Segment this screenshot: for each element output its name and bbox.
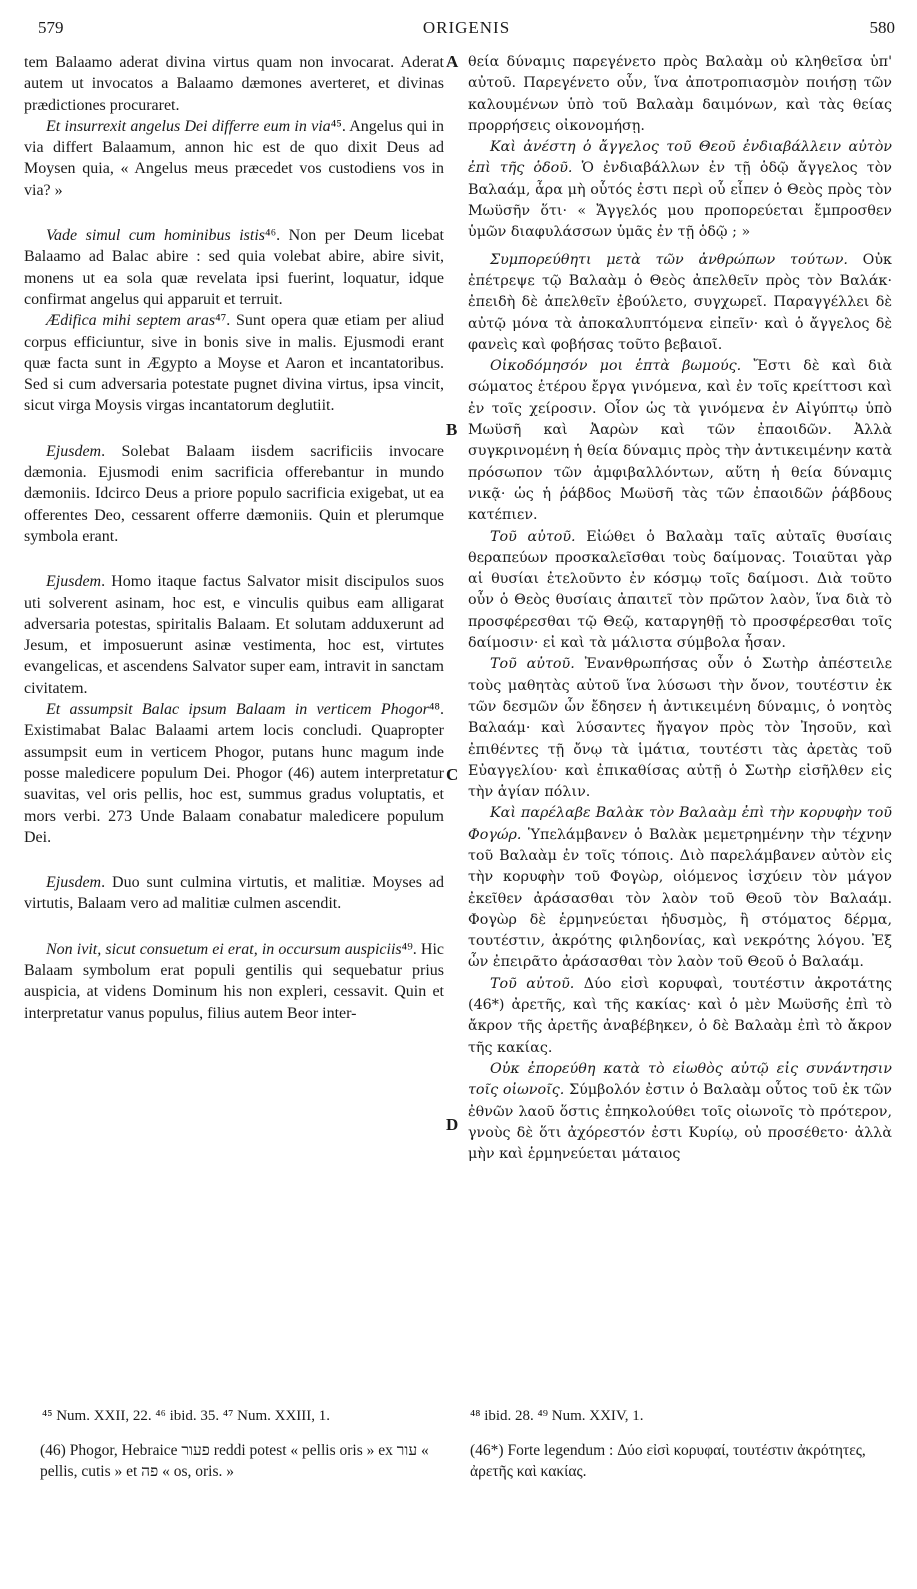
latin-paragraph (24, 699, 444, 848)
margin-marker-d: D (446, 1115, 459, 1134)
latin-paragraph (24, 116, 444, 201)
paragraph-text: . Duo sunt culmina virtutis, et malitiæ. Moyses ad virtutis, Balaam vero ad malitiæ culmen ascendit. (24, 874, 444, 913)
editor-note-left: (46) Phogor, Hebraice פעור reddi potest « pellis oris » ex עור « pellis, cutis » et פה « os, oris. » (40, 1442, 429, 1480)
lemma: Et assumpsit Balac ipsum Balaam in verticem Phogor (46, 701, 429, 719)
lemma: Τοῦ αὐτοῦ. (490, 656, 575, 673)
paragraph-text: . Sunt opera quæ etiam per aliud corpus efficiuntur, sive in bonis sive in malis. Ejusmodi erant quæ facta sunt in Ægypto a Moyse et Aaron et incantatoribus. Sed si cum adversaria potestate pugnet divina virtus, ipsa vincit, sicut virga Moysis virgas incantatorum deglutiit. (24, 312, 444, 415)
lemma: Ædifica mihi septem aras (46, 312, 216, 330)
greek-paragraph (468, 803, 892, 973)
latin-column (24, 52, 444, 1024)
footnote-refs-right: ⁴⁸ ibid. 28. ⁴⁹ Num. XXIV, 1. (470, 1408, 644, 1424)
lemma: Non ivit, sicut consuetum ei erat, in occursum auspiciis (46, 940, 402, 958)
lemma: Συμπορεύθητι μετὰ τῶν ἀνθρώπων τούτων. (490, 251, 848, 268)
latin-paragraph (24, 872, 444, 915)
paragraph-text: . Angelus qui in via differt Balaamum, annon hic est de quo dixit Deus ad Moysen quia, « Angelus meus præcedet vos custodiens vos in via? » (24, 117, 444, 199)
lemma: Καὶ παρέλαβε Βαλὰκ τὸν Βαλαὰμ ἐπὶ τὴν κορυφὴν τοῦ Φογώρ. (468, 805, 892, 843)
greek-paragraph (468, 356, 892, 526)
latin-paragraph (24, 571, 444, 699)
paragraph-text: Σύμβολόν ἐστιν ὁ Βαλαὰμ οὗτος τοῦ ἐκ τῶν ἐθνῶν λαοῦ ὅστις ἐπηκολούθει τοῖς οἰωνοῖς τὸ πρότερον, γνοὺς δὲ ὅτι ἀχόρεστόν ἐστι Κυρίῳ, οὐ προσέθετο· ἀλλὰ μὴν καὶ ἑρμηνεύεται μάταιος (468, 1082, 892, 1163)
paragraph-text: . Non per Deum licebat Balaamo ad Balac abire : sed quia volebat abire, abire sivit, monens ut ea sola quæ revelata ipsi fuerint, loquatur, idque confirmat angelus qui apparuit et terruit. (24, 227, 444, 308)
paragraph-text: Ὁ ἐνδιαβάλλων ἐν τῇ ὁδῷ ἄγγελος τὸν Βαλαάμ, ἆρα μὴ οὗτός ἐστι περὶ οὗ εἶπεν ὁ Θεὸς πρὸς τὸν Μωϋσῆν ὅτι· « Ἄγγελός μου προπορεύεται ἔμπροσθεν ὑμῶν διαφυλάσσων ὑμᾶς ἐν τῇ ὁδῷ ; » (468, 160, 892, 241)
page-number-left: 579 (38, 18, 64, 37)
paragraph-text: . Solebat Balaam iisdem sacrificiis invocare dæmonia. Ejusmodi enim sacrificia offerebantur in mundo dæmoniis. Idcirco Deus a priore populo sacrificia exigebat, ut ea offerentes Deo, cessarent offerre dæmoniis. Quin et plerumque symbola erant. (24, 442, 444, 545)
latin-paragraph (24, 939, 444, 1024)
lemma: Τοῦ αὐτοῦ. (490, 975, 575, 992)
greek-paragraph (468, 527, 892, 655)
footnote-ref: ⁴⁶ (265, 227, 277, 245)
paragraph-text: Ἐνανθρωπήσας οὖν ὁ Σωτὴρ ἀπέστειλε τοὺς μαθητὰς αὐτοῦ ἵνα λύσωσι τὴν ὄνον, τουτέστιν ἐκ τῶν δεσμῶν ὧν ἔδησεν ἡ ἀντικειμένη δύναμις, ὁ νοητὸς Βαλαάμ· καὶ λύσαντες ἤγαγον πρὸς τὸν Ἰησοῦν, καὶ ἐπιθέντες τῇ ὄνῳ τὰ ἱμάτια, τουτέστι τὰς ἀρετὰς τοῦ Εὐαγγελίου· καὶ ἐπικαθίσας αὐτῇ ὁ Σωτὴρ εἰσῆλθεν εἰς τὴν ἁγίαν πόλιν. (468, 656, 893, 801)
greek-paragraph (468, 974, 892, 1059)
paragraph-text: Ὑπελάμβανεν ὁ Βαλὰκ μεμετρημένην τὴν τέχνην τοῦ Βαλαὰμ ἐν τοῖς τόποις. Διὸ παρελάμβανεν αὐτὸν εἰς τὴν κορυφὴν τοῦ Φογὼρ, οἰόμενος ἰσχύειν τὸν μάγον ἐκεῖθεν ἀράσασθαι τὸν λαὸν τοῦ Θεοῦ τὸν Βαλαάμ. Φογὼρ δὲ ἑρμηνεύεται ἡδυσμὸς, ἢ στόματος δέρμα, τουτέστιν, ἀκρότης φιληδονίας, καὶ νεκρότης λόγου. Ἐξ ὧν ἐπειρᾶτο ἀράσασθαι τὸν λαὸν τοῦ Θεοῦ ὁ Βαλαάμ. (468, 826, 892, 971)
footnote-ref: ⁴⁵ (330, 117, 342, 135)
paragraph-text: Οὐκ ἐπέτρεψε τῷ Βαλαὰμ ὁ Θεὸς ἀπελθεῖν πρὸς τὸν Βαλάκ· ἐπειδὴ δὲ ἀπελθεῖν ἐβούλετο, συγχωρεῖ. Παραγγέλλει δὲ αὐτῷ μόνα τὰ ἀποκαλυπτόμενα εἰπεῖν· καὶ ὁ ἄγγελος δὲ φανεὶς καὶ φοβήσας τοῦτο βεβαιοῖ. (468, 251, 892, 353)
lemma: Οἰκοδόμησόν μοι ἑπτὰ βωμούς. (490, 358, 742, 375)
margin-marker-a: A (446, 52, 459, 71)
footnote-ref: ⁴⁷ (215, 312, 227, 330)
latin-paragraph (24, 441, 444, 547)
margin-marker-b: B (446, 420, 458, 439)
greek-paragraph (468, 137, 892, 243)
running-title: ORIGENIS (422, 18, 511, 37)
lemma: Ejusdem (46, 442, 102, 460)
lemma: Ejusdem (46, 874, 102, 892)
lemma: Et insurrexit angelus Dei differre eum in via (46, 117, 331, 135)
page-header (38, 18, 895, 42)
paragraph-text: tem Balaamo aderat divina virtus quam non invocarat. Aderat autem ut invocatos a Balaamo dæmones averteret, et divinas prædictiones procuraret. (24, 54, 444, 114)
margin-marker-c: C (446, 765, 459, 784)
page-number-right: 580 (869, 18, 895, 37)
paragraph-text: . Existimabat Balac Balaami artem locis concludi. Quapropter assumpsit eum in verticem Phogor, putans hunc magum inde posse maledicere populum Dei. Phogor (46) autem interpretatur suavitas, vel oris pellis, hoc est, summus gradus voluptatis, et mors verbi. 273 Unde Balaam conabatur maledicere populum Dei. (24, 701, 444, 846)
footnote-ref: ⁴⁹ (401, 940, 413, 958)
greek-column (468, 52, 892, 1165)
greek-paragraph (468, 654, 892, 803)
lemma: Τοῦ αὐτοῦ. (490, 528, 576, 545)
lemma: Καὶ ἀνέστη ὁ ἄγγελος τοῦ Θεοῦ ἐνδιαβάλλειν αὐτὸν ἐπὶ τῆς ὁδοῦ. (468, 139, 892, 177)
editor-note-right: (46*) Forte legendum : Δύο εἰσὶ κορυφαί, τουτέστιν ἀκρότητες, ἀρετῆς καὶ κακίας. (470, 1442, 866, 1480)
paragraph-text: . Homo itaque factus Salvator misit discipulos suos uti solverent asinam, hoc est, e vinculis quibus eam alligarat adversaria potestas, spiritalis Balaam. Et solutam adduxerunt ad Jesum, et imposuerunt asinæ vestimenta, hoc est, virtutes evangelicas, et ascendens Salvator super eam, intravit in sanctam civitatem. (24, 573, 444, 697)
paragraph-text: Δύο εἰσὶ κορυφαὶ, τουτέστιν ἀκροτάτης (46*) ἀρετῆς, καὶ τῆς κακίας· καὶ ὁ μὲν Μωϋσῆς ἐπὶ τὸ ἄκρον τῆς ἀρετῆς ἀναβέβηκεν, ὁ δὲ Βαλαὰμ ἐπὶ τὸ ἄκρον τῆς κακίας. (468, 975, 892, 1056)
lemma: Οὐκ ἐπορεύθη κατὰ τὸ εἰωθὸς αὐτῷ εἰς συνάντησιν τοῖς οἰωνοῖς. (468, 1060, 892, 1099)
paragraph-text: Εἰώθει ὁ Βαλαὰμ ταῖς αὐταῖς θυσίαις θεραπεύων προσκαλεῖσθαι τοὺς δαίμονας. Τοιαῦται γὰρ αἱ θυσίαι ἐτελοῦντο ἐν κόσμῳ τοῖς δαίμοσι. Διὰ τοῦτο οὖν ὁ Θεὸς θυσίαις ἀπαιτεῖ τὸν πρῶτον λαὸν, ἵνα διὰ τὸ προσφέρεσθαι τῷ Θεῷ, καταργηθῇ τὸ προσφέρεσθαι τοῖς δαίμοσιν· εἰ καὶ τὰ μάλιστα σύμβολα ἦσαν. (468, 528, 892, 652)
footnote-refs-left: ⁴⁵ Num. XXII, 22. ⁴⁶ ibid. 35. ⁴⁷ Num. XXIII, 1. (42, 1408, 331, 1424)
latin-paragraph (24, 52, 444, 116)
footnote-ref: ⁴⁸ (428, 701, 440, 719)
paragraph-text: . Hic Balaam symbolum erat populi gentilis qui sequebatur prius auspicia, at videns Dominum his non expleri, cessavit. Quin et interpretatur vanus populus, filius autem Beor inter- (24, 940, 445, 1022)
paragraph-text: θεία δύναμις παρεγένετο πρὸς Βαλαὰμ οὐ κληθεῖσα ὑπ' αὐτοῦ. Παρεγένετο οὖν, ἵνα ἀποτροπιασμὸν ποιήσῃ τῶν καλουμένων ὑπὸ τοῦ Βαλαὰμ δαιμόνων, καὶ τὰς θείας προρρήσεις οἰκονομήσῃ. (468, 54, 892, 134)
lemma: Vade simul cum hominibus istis (46, 227, 265, 245)
latin-paragraph (24, 310, 444, 416)
greek-paragraph (468, 1059, 892, 1165)
lemma: Ejusdem (46, 573, 102, 591)
latin-paragraph (24, 225, 444, 310)
greek-paragraph (468, 250, 892, 356)
paragraph-text: Ἔστι δὲ καὶ διὰ σώματος ἑτέρου ἔργα γινόμενα, καὶ ἐν τοῖς κρείττοσι καὶ ἐν τοῖς χείροσιν. Οἷον ὡς τὰ γινόμενα ἐν Αἰγύπτῳ ὑπὸ Μωϋσῆ καὶ Ἀαρὼν καὶ τῶν ἐπαοιδῶν. Ἀλλὰ συγκρινομένη ἡ θεία δύναμις πρὸς τὴν ἀντικειμένην κατὰ πρόσωπον τῶν ἀμφιβαλλόντων, αὕτη ἡ θεία δύναμις νικᾷ· ὡς ἡ ῥάβδος Μωϋσῆ τὰς τῶν ἐπαοιδῶν ῥάβδους κατέπιεν. (468, 358, 893, 524)
greek-paragraph (468, 52, 892, 137)
